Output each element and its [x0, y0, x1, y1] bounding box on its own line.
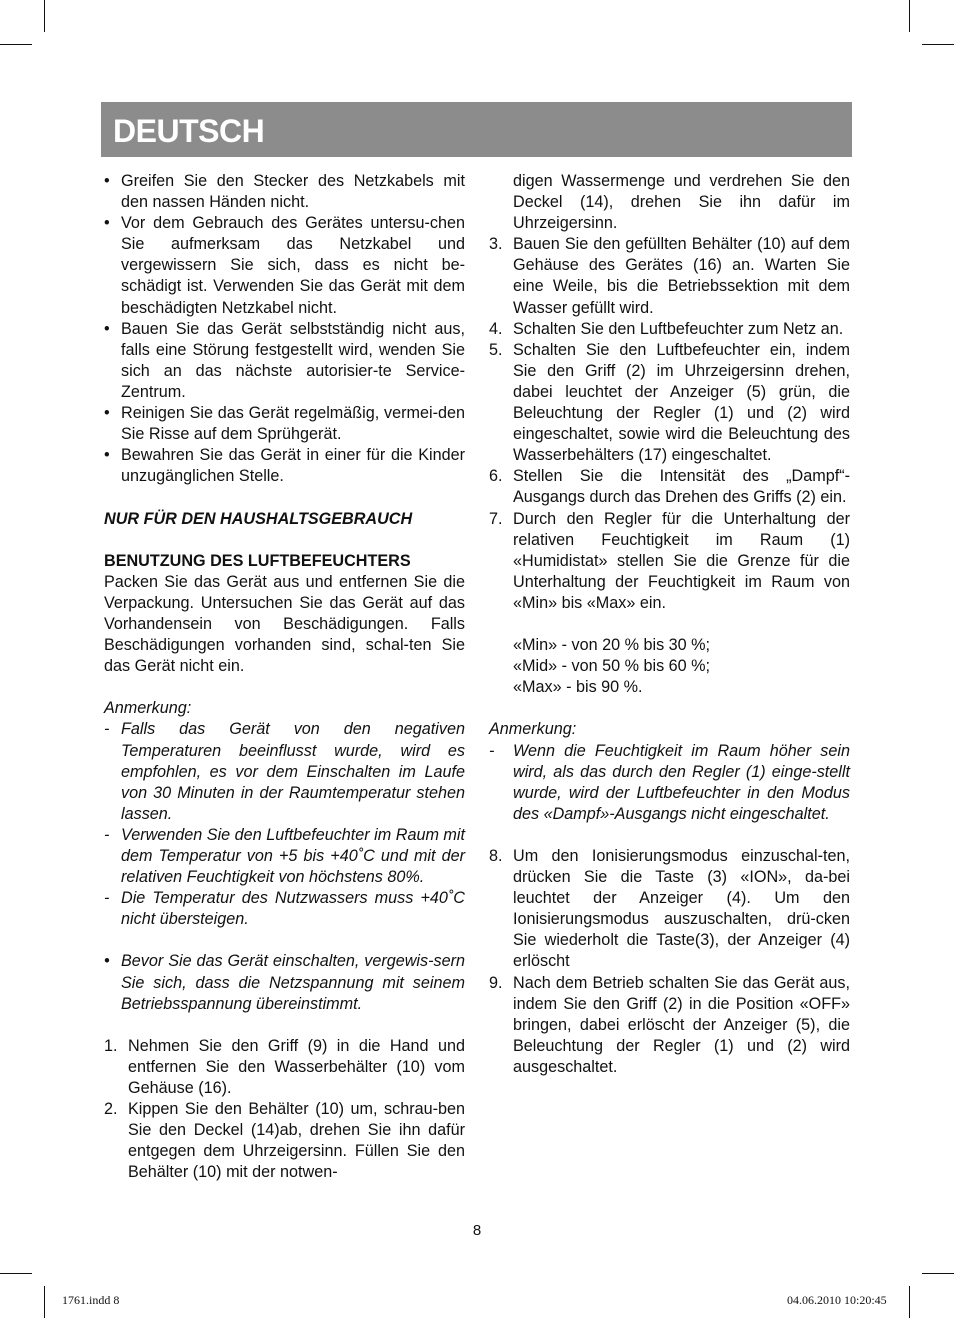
crop-mark	[0, 1273, 32, 1274]
step-text: Nach dem Betrieb schalten Sie das Gerät aus, indem Sie den Griff (2) in die Position «OFF» bringen, dabei erlöscht der Anzeiger (5), die Beleuchtung der Regler (1) und (2) wird ausgeschaltet.	[513, 973, 850, 1076]
step-number: 7.	[489, 509, 503, 528]
range-item	[489, 635, 850, 656]
crop-mark	[922, 1273, 954, 1274]
list-item: • Greifen Sie den Stecker des Netzkabels mit den nassen Händen nicht.	[104, 172, 465, 212]
list-item: • Bevor Sie das Gerät einschalten, vergewis-sern Sie sich, dass die Netzspannung mit seinem Betriebsspannung übereinstimmt.	[104, 952, 465, 1013]
step-text: Schalten Sie den Luftbefeuchter zum Netz an.	[513, 319, 844, 338]
step-number: 3.	[489, 235, 503, 254]
step-number: 8.	[489, 847, 503, 865]
note-item: - Verwenden Sie den Luftbefeuchter im Raum mit dem Temperatur von +5 bis +40˚C und mit der relativen Feuchtigkeit von höchstens 80%.	[104, 825, 466, 887]
note-text: Wenn die Feuchtigkeit im Raum höher sein wird, als das durch den Regler (1) einge-stellt wurde, wird der Luftbefeuchter in den Modus des «Dampf»-Ausgangs nicht eingeschaltet.	[513, 741, 850, 823]
step-text: Um den Ionisierungsmodus einzuschal-ten, drücken Sie die Taste (3) «ION», da-bei leuchtet der Anzeiger (4). Um den Ionisierungsmodus auszuschalten, drü-cken Sie wiederholt die Taste(3), der Anzeiger (4) erlöscht	[513, 847, 850, 971]
usage-heading: BENUTZUNG DES LUFTBEFEUCHTERS	[104, 551, 411, 570]
list-item: • Reinigen Sie das Gerät regelmäßig, vermei-den Sie Risse auf dem Sprühgerät.	[104, 404, 465, 444]
step-text: digen Wassermenge und verdrehen Sie den Deckel (14), drehen Sie ihn dafür im Uhrzeigersinn.	[513, 172, 850, 233]
right-column	[489, 171, 850, 1078]
left-column	[104, 171, 465, 1184]
bullet-text: Vor dem Gebrauch des Gerätes untersu-chen Sie aufmerksam das Netzkabel und vergewissern Sie sich, dass es nicht be-schädigt ist. Verwenden Sie das Gerät mit dem beschädigten Netzkabel nicht.	[121, 214, 465, 317]
step-number: 4.	[489, 319, 503, 338]
step-item	[104, 1099, 465, 1183]
household-heading: NUR FÜR DEN HAUSHALTSGEBRAUCH	[104, 509, 413, 528]
step-item	[489, 319, 850, 340]
note-text: Verwenden Sie den Luftbefeuchter im Raum mit dem Temperatur von +5 bis +40˚C und mit der relativen Feuchtigkeit von höchstens 80%.	[121, 825, 466, 887]
usage-paragraph: Packen Sie das Gerät aus und entfernen Sie die Verpackung. Untersuchen Sie das Gerät auf das Vorhandensein von Beschädigungen. Falls Beschädigungen vorhanden sind, schal-ten Sie das Gerät nicht ein.	[104, 572, 465, 676]
step-text: Kippen Sie den Behälter (10) um, schrau-ben Sie den Deckel (14)ab, drehen Sie ihn dafür entgegen dem Uhrzeigersinn. Füllen Sie den Behälter (10) mit der notwen-	[128, 1100, 465, 1182]
step-item	[489, 340, 850, 467]
step-number: 5.	[489, 340, 503, 359]
crop-mark	[909, 0, 910, 32]
language-banner	[101, 102, 852, 157]
crop-mark	[909, 1286, 910, 1318]
range-text: «Min» - von 20 % bis 30 %;	[513, 636, 711, 655]
note-item: - Falls das Gerät von den negativen Temperaturen beeinflusst wurde, wird es empfohlen, es vor dem Einschalten im Laufe von 30 Minuten in der Raumtemperatur stehen lassen.	[104, 720, 465, 823]
bullet-text: Bauen Sie das Gerät selbstständig nicht aus, falls eine Störung festgestellt wird, wenden Sie sich an das nächste autorisier-te Service-Zentrum.	[121, 319, 465, 401]
step-item	[489, 846, 850, 973]
step-item	[104, 1036, 465, 1099]
note-item: - Die Temperatur des Nutzwassers muss +40˚C nicht übersteigen.	[104, 889, 465, 929]
step-item	[489, 509, 850, 614]
note-text: Falls das Gerät von den negativen Temperaturen beeinflusst wurde, wird es empfohlen, es vor dem Einschalten im Laufe von 30 Minuten in der Raumtemperatur stehen lassen.	[121, 720, 465, 823]
step-text: Durch den Regler für die Unterhaltung der relativen Feuchtigkeit im Raum (1) «Humidistat» stellen Sie die Grenze für die Unterhaltung der Feuchtigkeit im Raum von «Min» bis «Max» ein.	[513, 509, 850, 612]
step-number: 1.	[104, 1036, 118, 1055]
crop-mark	[922, 44, 954, 45]
page-number: 8	[472, 1222, 482, 1239]
footer-file: 1761.indd 8	[62, 1293, 120, 1307]
step-text: Nehmen Sie den Griff (9) in die Hand und entfernen Sie den Wasserbehälter (10) vom Gehäuse (16).	[128, 1036, 465, 1098]
note-label: Anmerkung:	[489, 720, 577, 739]
range-item	[489, 677, 850, 698]
list-item: • Vor dem Gebrauch des Gerätes untersu-chen Sie aufmerksam das Netzkabel und vergewissern Sie sich, dass es nicht be-schädigt ist. Verwenden Sie das Gerät mit dem beschädigten Netzkabel nicht.	[104, 214, 465, 317]
step-number: 9.	[489, 973, 503, 992]
range-text: «Mid» - von 50 % bis 60 %;	[513, 657, 711, 676]
page-title: DEUTSCH	[113, 113, 265, 149]
step-text: Schalten Sie den Luftbefeuchter ein, indem Sie den Griff (2) im Uhrzeigersinn drehen, dabei leuchtet der Anzeiger (5) grün, die Beleuchtung der Regler (1) und (2) wird eingeschaltet, sowie wird die Beleuchtung des Wasserbehälters (17) eingeschaltet.	[513, 340, 850, 465]
range-text: «Max» - bis 90 %.	[513, 678, 643, 697]
crop-mark	[44, 1286, 45, 1318]
step-item	[489, 973, 850, 1078]
bullet-text: Bewahren Sie das Gerät in einer für die Kinder unzugänglichen Stelle.	[121, 446, 465, 486]
step-text: Stellen Sie die Intensität des „Dampf“-Ausgangs durch das Drehen des Griffs (2) ein.	[513, 467, 850, 507]
step-text: Bauen Sie den gefüllten Behälter (10) auf dem Gehäuse des Gerätes (16) an. Warten Sie eine Weile, bis die Betriebssektion mit dem Wasser gefüllt wird.	[513, 235, 850, 317]
step-number: 6.	[489, 467, 503, 486]
footer-timestamp: 04.06.2010 10:20:45	[787, 1293, 887, 1307]
range-item	[489, 656, 850, 677]
bullet-text: Reinigen Sie das Gerät regelmäßig, vermei-den Sie Risse auf dem Sprühgerät.	[121, 404, 465, 444]
step-item	[489, 234, 850, 318]
step-continuation	[489, 171, 850, 234]
note-text: Die Temperatur des Nutzwassers muss +40˚C nicht übersteigen.	[121, 889, 465, 929]
crop-mark	[0, 44, 32, 45]
bullet-text: Greifen Sie den Stecker des Netzkabels mit den nassen Händen nicht.	[121, 172, 465, 212]
note-item: - Wenn die Feuchtigkeit im Raum höher sein wird, als das durch den Regler (1) einge-stellt wurde, wird der Luftbefeuchter in den Modus des «Dampf»-Ausgangs nicht eingeschaltet.	[489, 741, 850, 823]
step-number: 2.	[104, 1100, 118, 1119]
list-item: • Bauen Sie das Gerät selbstständig nicht aus, falls eine Störung festgestellt wird, wenden Sie sich an das nächste autorisier-te Service-Zentrum.	[104, 319, 465, 401]
bullet-text: Bevor Sie das Gerät einschalten, vergewis-sern Sie sich, dass die Netzspannung mit seinem Betriebsspannung übereinstimmt.	[121, 952, 465, 1013]
crop-mark	[44, 0, 45, 32]
list-item: • Bewahren Sie das Gerät in einer für die Kinder unzugänglichen Stelle.	[104, 446, 465, 486]
step-item	[489, 466, 850, 508]
note-label: Anmerkung:	[104, 699, 192, 718]
